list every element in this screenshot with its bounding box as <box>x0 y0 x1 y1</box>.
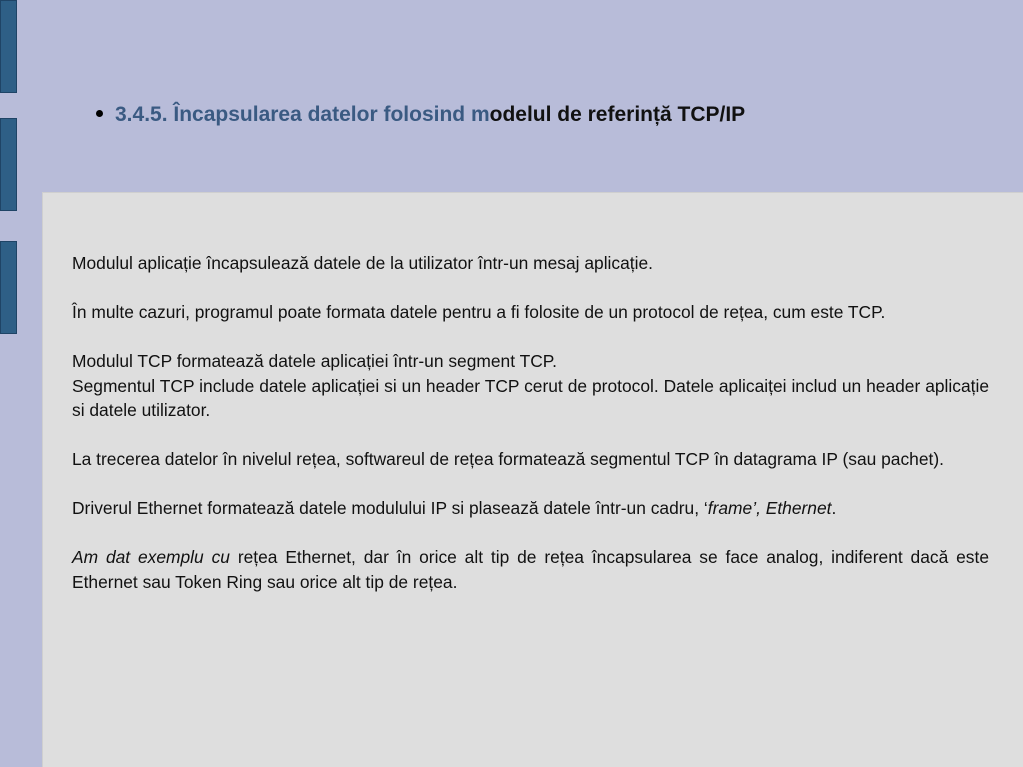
paragraph-4: La trecerea datelor în nivelul rețea, softwareul de rețea formatează segmentul TCP în datagrama IP (sau pachet). <box>72 449 944 469</box>
side-decoration-bar <box>0 118 17 211</box>
bullet-dot-icon <box>96 110 103 117</box>
paragraph-3a: Modulul TCP formatează datele aplicației într-un segment TCP. <box>72 351 557 371</box>
body-text <box>72 251 989 619</box>
paragraph-2: În multe cazuri, programul poate formata datele pentru a fi folosite de un protocol de rețea, cum este TCP. <box>72 302 886 322</box>
paragraph-5-italic: frame’, Ethernet <box>707 498 832 518</box>
slide-title-part2: odelul de referință TCP/IP <box>489 103 746 126</box>
paragraph-1: Modulul aplicație încapsulează datele de la utilizator într-un mesaj aplicație. <box>72 253 653 273</box>
slide-title <box>96 101 745 129</box>
paragraph-5-start: Driverul Ethernet formatează datele modulului IP si plasează datele într-un cadru, ‘ <box>72 498 708 518</box>
slide-title-part1: 3.4.5. Încapsularea datelor folosind m <box>115 103 490 126</box>
paragraph-6 <box>72 545 989 594</box>
paragraph-6-italic: Am dat exemplu cu <box>72 547 230 567</box>
paragraph-6-rest: rețea Ethernet, dar în orice alt tip de rețea încapsularea se face analog, indiferent dacă este Ethernet sau Token Ring sau orice alt tip de rețea. <box>72 547 990 592</box>
side-decoration-bar <box>0 241 17 334</box>
content-panel <box>42 192 1023 767</box>
paragraph-3b: Segmentul TCP include datele aplicației si un header TCP cerut de protocol. Datele aplicaiței includ un header aplicație si datele utilizator. <box>72 375 989 420</box>
side-decoration-bar <box>0 0 17 93</box>
paragraph-5 <box>72 496 989 521</box>
paragraph-5-end: . <box>831 498 837 518</box>
